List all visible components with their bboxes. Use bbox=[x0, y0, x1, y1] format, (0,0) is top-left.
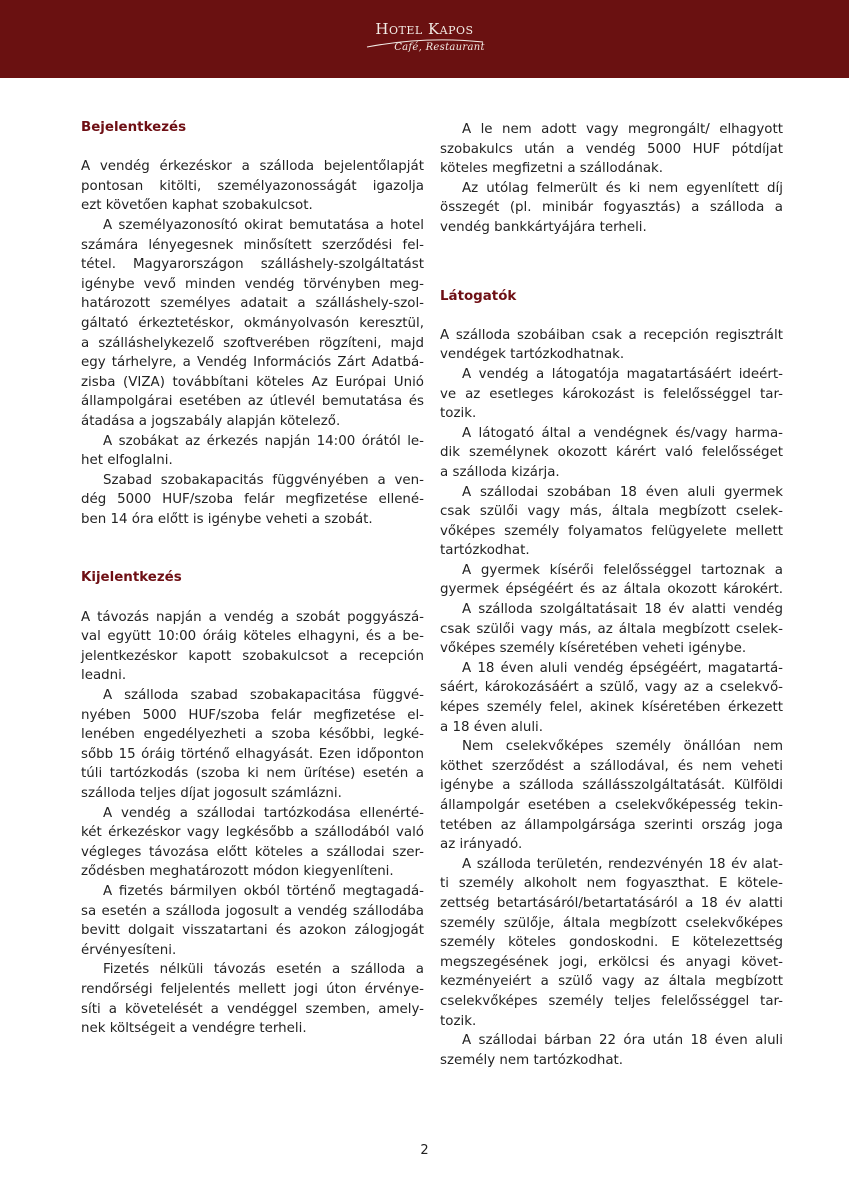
text-line: A látogató által a vendégnek és/vagy harma- bbox=[462, 425, 783, 441]
text-line: személy nem tartózkodhat. bbox=[440, 1052, 624, 1068]
text-line: sa esetén a szálloda jogosult a vendég szállodába bbox=[81, 903, 424, 919]
text-line: a 18 éven aluli. bbox=[440, 719, 544, 735]
text-line: határozott személyes adatait a szálláshely-szol- bbox=[81, 296, 424, 312]
text-line: megszegésének jogi, erkölcsi és anyagi követ- bbox=[440, 954, 783, 970]
text-line: nek költségeit a vendégre terheli. bbox=[81, 1021, 307, 1037]
text-line: gáltató érkeztetéskor, okmányolvasón keresztül, bbox=[81, 315, 424, 331]
text-line: sáért, károkozásáért a szülő, vagy az a cselekvő- bbox=[440, 680, 783, 696]
logo-subtitle: Café, Restaurant bbox=[394, 42, 485, 53]
section-heading-checkout: Kijelentkezés bbox=[81, 570, 182, 586]
section-heading-checkin: Bejelentkezés bbox=[81, 120, 187, 135]
text-line: A szálloda területén, rendezvényén 18 év alat- bbox=[462, 856, 783, 872]
text-line: tétel. Magyarországon szálláshely-szolgáltatást bbox=[81, 257, 424, 273]
text-line: csak szülői vagy más, általa megbízott cselek- bbox=[440, 504, 783, 520]
text-line: igénybe vevő minden vendég törvényben meg- bbox=[81, 276, 424, 292]
text-line: A le nem adott vagy megrongált/ elhagyott bbox=[462, 122, 783, 137]
text-line: végleges távozása előtt köteles a szállodai szer- bbox=[81, 844, 424, 860]
text-line: A szálloda szabad szobakapacitása függvé- bbox=[103, 688, 424, 704]
text-line: nyében 5000 HUF/szoba felár megfizetése el- bbox=[81, 707, 424, 723]
text-line: vendég bankkártyájára terheli. bbox=[440, 219, 647, 235]
text-line: A szobákat az érkezés napján 14:00 órától le- bbox=[103, 433, 424, 449]
logo-title: Hotel Kapos bbox=[375, 20, 474, 38]
text-line: Szabad szobakapacitás függvényében a ven- bbox=[103, 472, 424, 488]
text-line: bevitt dolgait visszatartani és azokon zálogjogát bbox=[81, 923, 424, 939]
section-heading-visitors: Látogatók bbox=[440, 288, 517, 304]
text-line: a szálláshelykezelő szoftverében rögzíteni, majd bbox=[81, 335, 424, 351]
text-line: A szálloda szolgáltatásait 18 év alatti vendég bbox=[462, 602, 783, 618]
text-line: szobakulcs után a vendég 5000 HUF pótdíjat bbox=[440, 141, 783, 157]
text-line: érvényesíteni. bbox=[81, 942, 177, 958]
text-line: képes személy felel, akinek kíséretében érkezett bbox=[440, 700, 783, 716]
section-body-key-fees bbox=[440, 120, 783, 238]
text-line: számára lényegesnek minősített szerződési fel- bbox=[81, 237, 424, 253]
section-body-checkin bbox=[81, 157, 424, 529]
text-line: kezményeiért a szülő vagy az általa megbízott bbox=[440, 974, 783, 990]
left-column bbox=[81, 118, 424, 1039]
text-line: ti személy alkoholt nem fogyaszthat. E kötele- bbox=[440, 876, 783, 892]
text-line: Az utólag felmerült és ki nem egyenlített díj bbox=[462, 180, 783, 196]
text-line: sőbb 15 óráig történő elhagyását. Ezen időponton bbox=[81, 746, 424, 762]
text-line: pontosan kitölti, személyazonosságát igazolja bbox=[81, 178, 424, 194]
text-line: A szállodai bárban 22 óra után 18 éven aluli bbox=[462, 1033, 783, 1049]
text-line: igénybe a szálloda szállásszolgáltatását. Külföldi bbox=[440, 778, 783, 794]
text-line: A 18 éven aluli vendég épségéért, magatartá- bbox=[462, 660, 783, 676]
text-line: tartózkodhat. bbox=[440, 543, 530, 559]
section-body-visitors bbox=[440, 326, 783, 1071]
text-line: túli tartózkodás (szoba ki nem ürítése) esetén a bbox=[81, 766, 424, 782]
text-line: tozik. bbox=[440, 1013, 477, 1029]
text-line: rendőrségi feljelentés mellett jogi úton érvénye- bbox=[81, 981, 424, 997]
text-line: A vendég érkezéskor a szálloda bejelentőlapját bbox=[81, 159, 424, 175]
text-line: A távozás napján a vendég a szobát poggyászá- bbox=[81, 609, 424, 625]
hotel-logo bbox=[0, 20, 849, 53]
text-line: zettség betartásáról/betartatásáról a 18 év alatti bbox=[440, 895, 783, 911]
text-line: het elfoglalni. bbox=[81, 453, 173, 469]
text-line: ben 14 óra előtt is igénybe veheti a szobát. bbox=[81, 511, 373, 527]
text-line: vőképes személy kíséretében veheti igénybe. bbox=[440, 641, 747, 657]
text-line: A fizetés bármilyen okból történő megtagadá- bbox=[103, 883, 424, 899]
text-line: A személyazonosító okirat bemutatása a hotel bbox=[103, 217, 424, 233]
text-line: köthet szerződést a szállodával, és nem veheti bbox=[440, 758, 783, 774]
text-line: szálloda teljes díjat jogosult számlázni. bbox=[81, 786, 342, 801]
text-line: csak szülői vagy más, az általa megbízott cselek- bbox=[440, 621, 783, 637]
text-line: val együtt 10:00 óráig köteles elhagyni, és a be- bbox=[81, 629, 424, 645]
text-line: lenében engedélyezheti a szoba későbbi, legké- bbox=[81, 727, 424, 743]
text-line: A szállodai szobában 18 éven aluli gyermek bbox=[462, 484, 783, 500]
text-line: állampolgárai esetében az útlevél bemutatása és bbox=[81, 394, 424, 410]
text-line: vőképes személy folyamatos felügyelete mellett bbox=[440, 523, 783, 539]
section-body-checkout bbox=[81, 608, 424, 1039]
text-line: köteles megfizetni a szállodának. bbox=[440, 161, 664, 177]
text-line: zisba (VIZA) továbbítani köteles Az Európai Unió bbox=[81, 374, 424, 390]
text-line: ezt követően kaphat szobakulcsot. bbox=[81, 198, 313, 214]
text-line: átadása a jogszabály alapján kötelező. bbox=[81, 413, 341, 429]
text-line: személy köteles gondoskodni. E kötelezettség bbox=[440, 935, 783, 951]
text-line: A vendég a látogatója magatartásáért ideért- bbox=[462, 366, 783, 382]
text-line: dik személynek okozott kárért való felelősséget bbox=[440, 445, 783, 461]
text-line: Nem cselekvőképes személy önállóan nem bbox=[462, 739, 783, 755]
text-line: jelentkezéskor kapott szobakulcsot a recepción bbox=[81, 648, 424, 664]
text-line: tetében az állampolgársága szerinti ország joga bbox=[440, 817, 783, 833]
text-line: az irányadó. bbox=[440, 837, 523, 853]
text-line: síti a követelését a vendéggel szemben, amely- bbox=[81, 1001, 424, 1017]
page-header-band bbox=[0, 0, 849, 78]
text-line: Fizetés nélküli távozás esetén a szálloda a bbox=[103, 962, 424, 978]
text-line: tozik. bbox=[440, 406, 477, 422]
text-line: vendégek tartózkodhatnak. bbox=[440, 347, 625, 363]
text-line: A vendég a szállodai tartózkodása ellenérté- bbox=[103, 805, 424, 821]
text-line: ződésben meghatározott módon kiegyenlíteni. bbox=[81, 864, 394, 880]
text-line: személy szülője, általa megbízott cselekvőképes bbox=[440, 915, 783, 931]
text-line: két érkezéskor vagy legkésőbb a szállodából való bbox=[81, 825, 424, 841]
right-column bbox=[440, 120, 783, 1070]
text-line: A gyermek kísérői felelősséggel tartoznak a bbox=[462, 562, 783, 578]
text-line: egy tárhelyre, a Vendég Információs Zárt Adatbá- bbox=[81, 355, 424, 371]
text-line: ve az esetleges károkozást is felelősséggel tar- bbox=[440, 386, 783, 402]
text-line: összegét (pl. minibár fogyasztás) a szálloda a bbox=[440, 200, 783, 216]
page-number: 2 bbox=[420, 1143, 429, 1158]
text-line: dég 5000 HUF/szoba felár megfizetése ellené- bbox=[81, 492, 424, 508]
text-line: gyermek épségéért és az általa okozott károkért. bbox=[440, 582, 783, 598]
text-line: leadni. bbox=[81, 668, 127, 684]
text-line: A szálloda szobáiban csak a recepción regisztrált bbox=[440, 327, 783, 343]
text-line: állampolgár esetében a cselekvőképesség tekin- bbox=[440, 798, 783, 813]
text-line: cselekvőképes személy teljes felelősséggel tar- bbox=[440, 993, 783, 1009]
text-line: a szálloda kizárja. bbox=[440, 464, 560, 480]
